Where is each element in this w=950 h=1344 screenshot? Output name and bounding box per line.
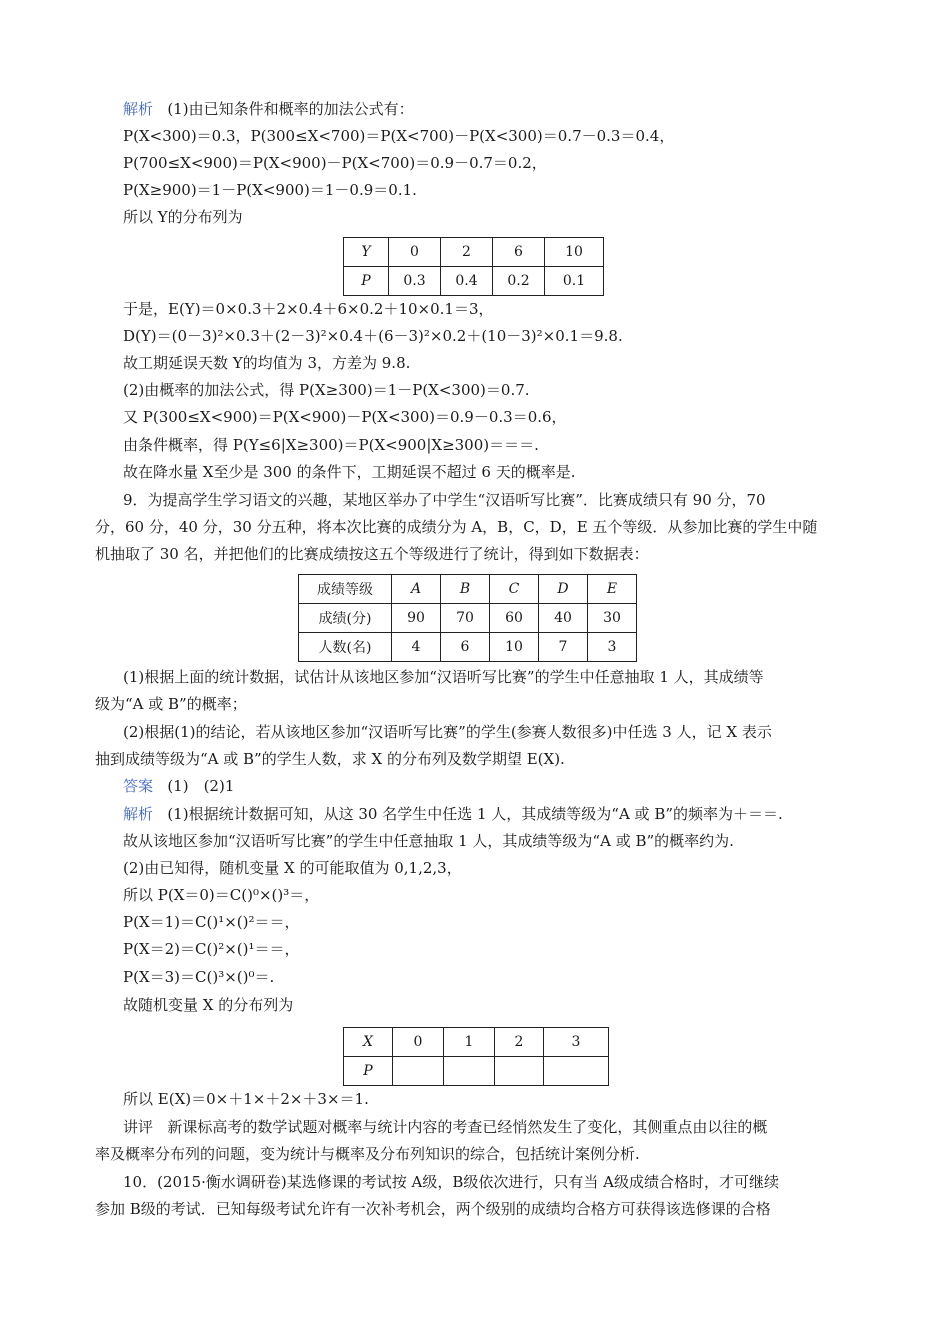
table-cell: 3: [588, 633, 637, 662]
table-cell: 60: [490, 604, 539, 633]
table-cell: 0: [389, 238, 441, 267]
table-row: [344, 1057, 609, 1086]
table-cell: 2: [495, 1028, 544, 1057]
score-table: [298, 574, 637, 662]
table-cell: 成绩等级: [299, 575, 392, 604]
solution-line: 故随机变量 X 的分布列为: [123, 996, 294, 1014]
text: (1)由已知条件和概率的加法公式有：: [167, 100, 414, 118]
table-cell: [444, 1057, 495, 1086]
table-cell: 0.4: [441, 267, 493, 296]
table-cell: 2: [441, 238, 493, 267]
table-cell: P: [344, 1057, 393, 1086]
solution-line: [123, 100, 414, 118]
table-cell: E: [588, 575, 637, 604]
table-cell: 10: [490, 633, 539, 662]
table-row: [344, 1028, 609, 1057]
analysis-label: 解析: [123, 100, 154, 118]
solution-line: [123, 805, 783, 823]
solution-line: 所以 E(X)＝0×＋1×＋2×＋3×＝1.: [123, 1090, 369, 1108]
question-line: 级为“A 或 B”的概率；: [95, 695, 247, 713]
table-cell: 7: [539, 633, 588, 662]
solution-line: P(700≤X<900)＝P(X<900)－P(X<700)＝0.9－0.7＝0.2，: [123, 154, 547, 172]
table-cell: P: [344, 267, 389, 296]
table-cell: 6: [441, 633, 490, 662]
comment-line: 率及概率分布列的问题，变为统计与概率及分布列知识的综合，包括统计案例分析.: [95, 1145, 640, 1163]
table-cell: 6: [493, 238, 545, 267]
question-line: 参加 B级的考试．已知每级考试允许有一次补考机会，两个级别的成绩均合格方可获得该选修课的合格: [95, 1200, 771, 1218]
answer-label: 答案: [123, 777, 154, 795]
question-line: 9．为提高学生学习语文的兴趣，某地区举办了中学生“汉语听写比赛”．比赛成绩只有 90 分，70: [123, 491, 766, 509]
question-line: 10．(2015·衡水调研卷)某选修课的考试按 A级，B级依次进行，只有当 A级成绩合格时，才可继续: [123, 1173, 779, 1191]
table-cell: [393, 1057, 444, 1086]
table-cell: 10: [545, 238, 604, 267]
solution-line: 又 P(300≤X<900)＝P(X<900)－P(X<300)＝0.9－0.3＝0.6，: [123, 408, 567, 426]
table-row: [299, 633, 637, 662]
table-cell: B: [441, 575, 490, 604]
table-cell: 40: [539, 604, 588, 633]
solution-line: P(X＝3)＝C()³×()⁰＝.: [123, 968, 275, 986]
comment-line: [123, 1118, 767, 1136]
table-cell: 1: [444, 1028, 495, 1057]
solution-line: P(X＝1)＝C()¹×()²＝＝，: [123, 913, 300, 931]
comment-label: 讲评: [123, 1118, 154, 1136]
table-row: [344, 238, 604, 267]
table-cell: 4: [392, 633, 441, 662]
table-cell: [544, 1057, 609, 1086]
table-cell: 0.1: [545, 267, 604, 296]
text: (1)根据统计数据可知，从这 30 名学生中任选 1 人，其成绩等级为“A 或 B”的频率为＋＝＝.: [167, 805, 783, 823]
question-line: 分，60 分，40 分，30 分五种，将本次比赛的成绩分为 A，B，C，D，E 五个等级．从参加比赛的学生中随: [95, 518, 818, 536]
analysis-label: 解析: [123, 805, 154, 823]
distribution-table-y: [343, 237, 604, 296]
table-cell: 70: [441, 604, 490, 633]
table-cell: 0.2: [493, 267, 545, 296]
table-cell: 3: [544, 1028, 609, 1057]
table-cell: 人数(名): [299, 633, 392, 662]
answer-line: [123, 777, 234, 795]
solution-line: 所以 P(X＝0)＝C()⁰×()³＝，: [123, 886, 320, 904]
table-cell: C: [490, 575, 539, 604]
table-cell: 成绩(分): [299, 604, 392, 633]
question-line: (1)根据上面的统计数据，试估计从该地区参加“汉语听写比赛”的学生中任意抽取 1 人，其成绩等: [123, 668, 764, 686]
solution-line: 故工期延误天数 Y的均值为 3，方差为 9.8.: [123, 354, 411, 372]
table-cell: [495, 1057, 544, 1086]
distribution-table-x: [343, 1027, 609, 1086]
question-line: (2)根据(1)的结论，若从该地区参加“汉语听写比赛”的学生(参赛人数很多)中任选 3 人，记 X 表示: [123, 723, 772, 741]
question-line: 机抽取了 30 名，并把他们的比赛成绩按这五个等级进行了统计，得到如下数据表：: [95, 545, 649, 563]
solution-line: 于是，E(Y)＝0×0.3＋2×0.4＋6×0.2＋10×0.1＝3，: [123, 300, 494, 318]
solution-line: 故在降水量 X至少是 300 的条件下，工期延误不超过 6 天的概率是.: [123, 463, 576, 481]
solution-line: 所以 Y的分布列为: [123, 208, 243, 226]
table-cell: 0: [393, 1028, 444, 1057]
table-cell: X: [344, 1028, 393, 1057]
table-row: [299, 604, 637, 633]
solution-line: 故从该地区参加“汉语听写比赛”的学生中任意抽取 1 人，其成绩等级为“A 或 B”的概率约为.: [123, 832, 734, 850]
table-cell: Y: [344, 238, 389, 267]
answer-text: (1) (2)1: [167, 777, 235, 795]
solution-line: 由条件概率，得 P(Y≤6|X≥300)＝P(X<900|X≥300)＝＝＝.: [123, 436, 539, 454]
solution-line: P(X＝2)＝C()²×()¹＝＝，: [123, 940, 300, 958]
solution-line: (2)由概率的加法公式，得 P(X≥300)＝1－P(X<300)＝0.7.: [123, 381, 530, 399]
table-cell: 30: [588, 604, 637, 633]
text: 新课标高考的数学试题对概率与统计内容的考查已经悄然发生了变化，其侧重点由以往的概: [167, 1118, 768, 1136]
solution-line: P(X<300)＝0.3，P(300≤X<700)＝P(X<700)－P(X<300)＝0.7－0.3＝0.4，: [123, 127, 675, 145]
question-line: 抽到成绩等级为“A 或 B”的学生人数，求 X 的分布列及数学期望 E(X).: [95, 750, 565, 768]
table-cell: 0.3: [389, 267, 441, 296]
table-row: [299, 575, 637, 604]
table-cell: 90: [392, 604, 441, 633]
table-cell: A: [392, 575, 441, 604]
table-row: [344, 267, 604, 296]
solution-line: P(X≥900)＝1－P(X<900)＝1－0.9＝0.1.: [123, 181, 417, 199]
table-cell: D: [539, 575, 588, 604]
solution-line: D(Y)＝(0－3)²×0.3＋(2－3)²×0.4＋(6－3)²×0.2＋(10－3)²×0.1＝9.8.: [123, 327, 623, 345]
solution-line: (2)由已知得，随机变量 X 的可能取值为 0,1,2,3，: [123, 859, 462, 877]
